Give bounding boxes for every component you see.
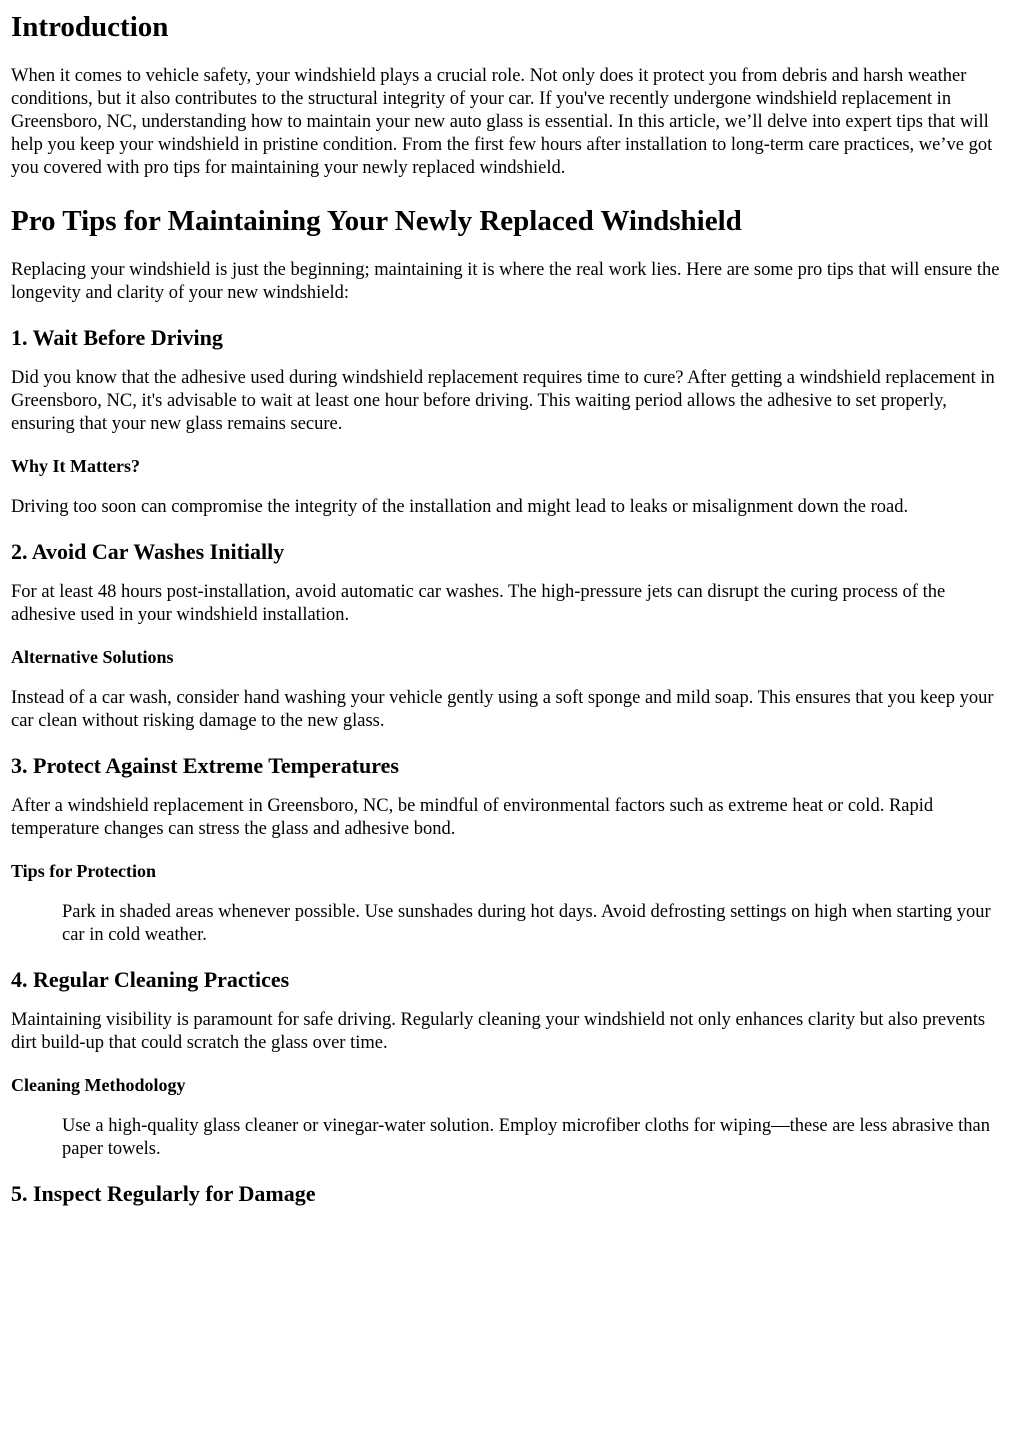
tip4-subheading: Cleaning Methodology [11,1075,186,1095]
tip4-sub-paragraph: Use a high-quality glass cleaner or vinegar-water solution. Employ microfiber cloths for wiping—these are less abrasive than paper towels. [62,1116,990,1159]
pro-tips-heading: Pro Tips for Maintaining Your Newly Replaced Windshield [11,205,742,237]
tip2-subheading: Alternative Solutions [11,647,174,667]
tip1-paragraph: Did you know that the adhesive used during windshield replacement requires time to cure? After getting a windshield replacement in Greensboro, NC, it's advisable to wait at least one hour before driving. This waiting period allows the adhesive to set properly, ensuring that your new glass remains secure. [11,368,995,434]
intro-paragraph: When it comes to vehicle safety, your windshield plays a crucial role. Not only does it protect you from debris and harsh weather conditions, but it also contributes to the structural integrity of your car. If you've recently undergone windshield replacement in Greensboro, NC, understanding how to maintain your new auto glass is essential. In this article, we’ll delve into expert tips that will help you keep your windshield in pristine condition. From the first few hours after installation to long-term care practices, we’ve got you covered with pro tips for maintaining your newly replaced windshield. [11,66,993,178]
tip1-sub-paragraph: Driving too soon can compromise the integrity of the installation and might lead to leaks or misalignment down the road. [11,497,909,517]
tip4-heading: 4. Regular Cleaning Practices [11,967,290,992]
article [0,10,1024,1207]
tip3-subheading: Tips for Protection [11,861,156,881]
tip3-heading: 3. Protect Against Extreme Temperatures [11,753,399,778]
tip2-sub-paragraph: Instead of a car wash, consider hand washing your vehicle gently using a soft sponge and mild soap. This ensures that you keep your car clean without risking damage to the new glass. [11,688,994,731]
tip2-paragraph: For at least 48 hours post-installation, avoid automatic car washes. The high-pressure jets can disrupt the curing process of the adhesive used in your windshield installation. [11,582,946,625]
tip4-paragraph: Maintaining visibility is paramount for safe driving. Regularly cleaning your windshield not only enhances clarity but also prevents dirt build-up that could scratch the glass over time. [11,1010,986,1053]
pro-tips-paragraph: Replacing your windshield is just the beginning; maintaining it is where the real work lies. Here are some pro tips that will ensure the longevity and clarity of your new windshield: [11,260,1000,303]
tip5-heading: 5. Inspect Regularly for Damage [11,1181,316,1206]
tip3-paragraph: After a windshield replacement in Greensboro, NC, be mindful of environmental factors such as extreme heat or cold. Rapid temperature changes can stress the glass and adhesive bond. [11,796,934,839]
tip1-subheading: Why It Matters? [11,456,140,476]
intro-heading: Introduction [11,11,169,43]
tip2-heading: 2. Avoid Car Washes Initially [11,539,285,564]
tip3-sub-paragraph: Park in shaded areas whenever possible. Use sunshades during hot days. Avoid defrosting settings on high when starting your car in cold weather. [62,902,991,945]
tip1-heading: 1. Wait Before Driving [11,325,223,350]
